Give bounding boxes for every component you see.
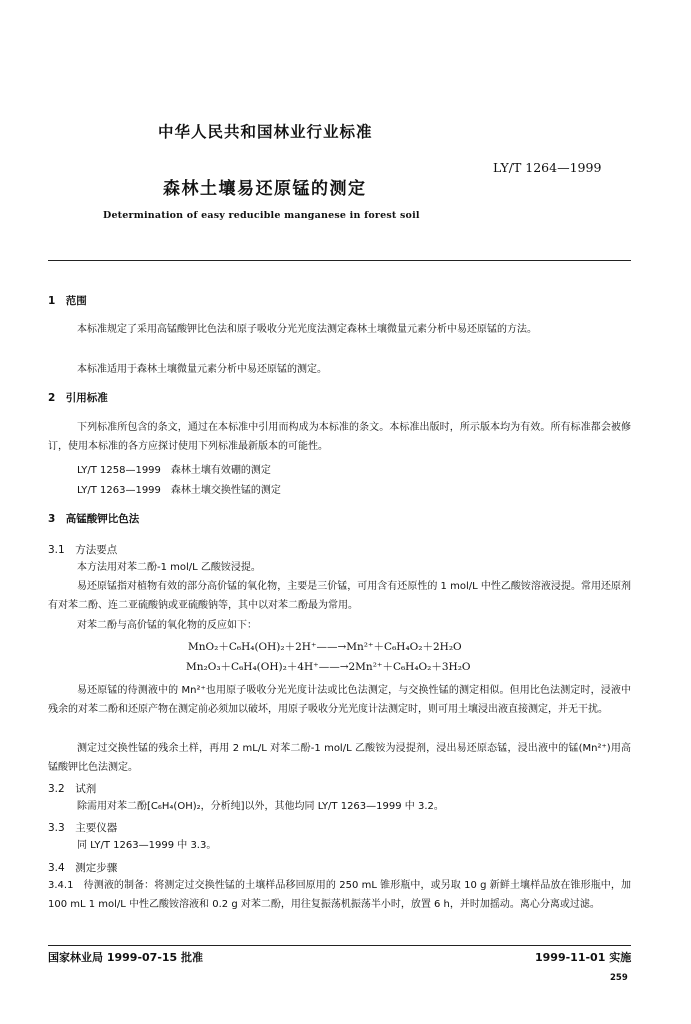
subsection-3-1-paragraph-4: 易还原锰的待测液中的 Mn²⁺也用原子吸收分光光度计法或比色法测定，与交换性锰的测定相似。但用比色法测定时，浸液中残余的对苯二酚和还原产物在测定前必须加以破坏，用原子吸收分光光度计法测定时，则可用土壤浸出液直接测定，并无干扰。 — [48, 685, 631, 715]
section-2-heading: 2 引用标准 — [48, 392, 108, 404]
section-1-paragraph-1: 本标准规定了采用高锰酸钾比色法和原子吸收分光光度法测定森林土壤微量元素分析中易还原锰的方法。 — [77, 324, 537, 335]
reaction-formula-1: MnO₂＋C₆H₄(OH)₂＋2H⁺——→Mn²⁺＋C₆H₄O₂＋2H₂O — [188, 641, 462, 653]
subsection-3-1-heading: 3.1 方法要点 — [48, 544, 118, 556]
section-3-heading: 3 高锰酸钾比色法 — [48, 513, 140, 525]
document-title-english: Determination of easy reducible manganese in forest soil — [103, 210, 420, 221]
subsection-3-3-heading: 3.3 主要仪器 — [48, 822, 118, 834]
subsection-3-1-paragraph-1: 本方法用对苯二酚-1 mol/L 乙酸铵浸提。 — [77, 562, 261, 573]
approval-date: 国家林业局 1999-07-15 批准 — [48, 951, 204, 964]
header-divider — [48, 260, 631, 261]
subsection-3-3-paragraph: 同 LY/T 1263—1999 中 3.3。 — [77, 840, 217, 851]
footer-divider — [48, 945, 631, 946]
standard-organization-title: 中华人民共和国林业行业标准 — [158, 123, 373, 141]
section-1-heading: 1 范围 — [48, 295, 87, 307]
document-title-chinese: 森林土壤易还原锰的测定 — [163, 179, 367, 199]
reference-item: LY/T 1258—1999 森林土壤有效硼的测定 — [77, 465, 271, 476]
subsection-3-2-paragraph: 除需用对苯二酚[C₆H₄(OH)₂，分析纯]以外，其他均同 LY/T 1263—1999 中 3.2。 — [77, 801, 444, 812]
subsection-3-4-1-paragraph: 3.4.1 待测液的制备：将测定过交换性锰的土壤样品移回原用的 250 mL 锥形瓶中，或另取 10 g 新鲜土壤样品放在锥形瓶中，加 100 mL 1 mol/L 中性乙酸铵溶液和 0.2 g 对苯二酚，用往复振荡机振荡半小时，放置 6 h，并时加摇动。离心分离或过滤。 — [48, 880, 631, 910]
subsection-3-4-heading: 3.4 测定步骤 — [48, 862, 118, 874]
section-2-paragraph: 下列标准所包含的条文，通过在本标准中引用而构成为本标准的条文。本标准出版时，所示版本均为有效。所有标准都会被修订，使用本标准的各方应探讨使用下列标准最新版本的可能性。 — [48, 422, 631, 452]
section-1-paragraph-2: 本标准适用于森林土壤微量元素分析中易还原锰的测定。 — [77, 364, 327, 375]
subsection-3-1-paragraph-5: 测定过交换性锰的残余土样，再用 2 mL/L 对苯二酚-1 mol/L 乙酸铵为浸提剂，浸出易还原态锰，浸出液中的锰(Mn²⁺)用高锰酸钾比色法测定。 — [48, 743, 631, 773]
subsection-3-2-heading: 3.2 试剂 — [48, 783, 97, 795]
reference-item: LY/T 1263—1999 森林土壤交换性锰的测定 — [77, 485, 281, 496]
subsection-3-1-paragraph-3: 对苯二酚与高价锰的氧化物的反应如下： — [77, 620, 257, 631]
page-number: 259 — [610, 973, 628, 983]
reaction-formula-2: Mn₂O₃＋C₆H₄(OH)₂＋4H⁺——→2Mn²⁺＋C₆H₄O₂＋3H₂O — [186, 661, 471, 673]
standard-code: LY/T 1264—1999 — [493, 160, 602, 175]
effective-date: 1999-11-01 实施 — [535, 951, 632, 964]
subsection-3-1-paragraph-2: 易还原锰指对植物有效的部分高价锰的氧化物，主要是三价锰，可用含有还原性的 1 mol/L 中性乙酸铵溶液浸提。常用还原剂有对苯二酚、连二亚硫酸钠或亚硫酸钠等，其中以对苯二酚最为常用。 — [48, 581, 631, 611]
